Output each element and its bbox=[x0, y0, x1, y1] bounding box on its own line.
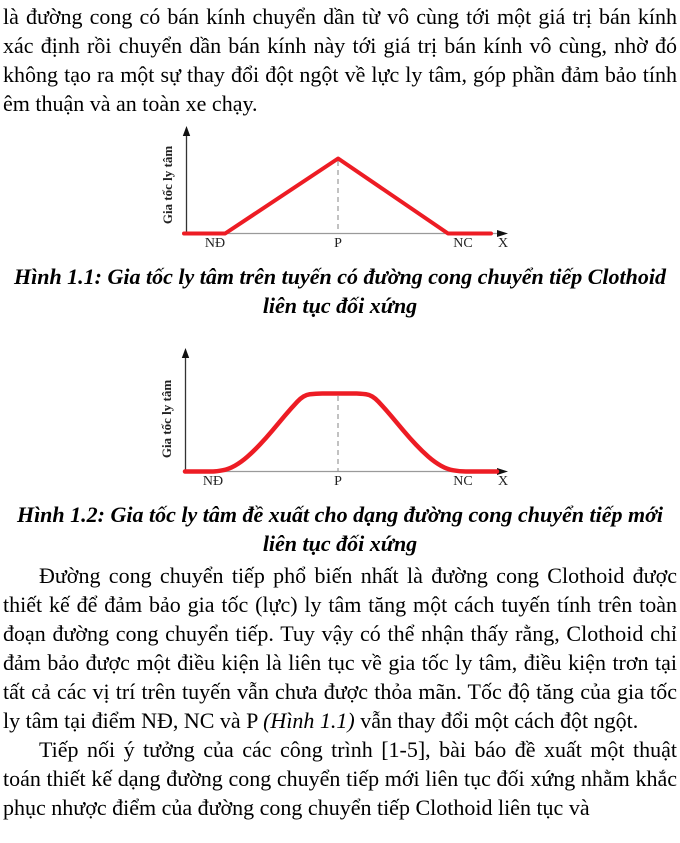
figure-1-tick-p: P bbox=[334, 236, 342, 248]
figure-2 bbox=[0, 344, 680, 494]
figure-1-y-axis-label: Gia tốc ly tâm bbox=[160, 145, 175, 225]
figure-1-chart bbox=[0, 125, 680, 248]
paragraph-text: vẫn thay đổi một cách đột ngột. bbox=[354, 708, 639, 733]
figure-1 bbox=[0, 125, 680, 253]
paragraph-continuation: là đường cong có bán kính chuyển dần từ vô cùng tới một giá trị bán kính xác định rồi chuyển dần bán kính này tới giá trị bán kính vô cùng, nhờ đó không tạo ra một sự thay đổi đột ngột về lực ly tâm, góp phần đảm bảo tính êm thuận và an toàn xe chạy. bbox=[3, 4, 677, 116]
figure-1-tick-nc: NC bbox=[453, 236, 473, 248]
figure-reference: (Hình 1.1) bbox=[263, 708, 355, 733]
paragraph-clothoid-limitation bbox=[0, 561, 680, 735]
figure-1-x-axis-label: X bbox=[497, 236, 509, 248]
paragraph-proposal: Tiếp nối ý tưởng của các công trình [1-5], bài báo đề xuất một thuật toán thiết kế dạng đường cong chuyển tiếp mới liên tục đối xứng nhằm khắc phục nhược điểm của đường cong chuyển tiếp Clothoid liên tục và bbox=[3, 737, 677, 820]
figure-2-tick-nc: NC bbox=[453, 474, 473, 489]
figure-2-curve bbox=[185, 394, 497, 472]
figure-2-x-axis-label: X bbox=[497, 474, 509, 489]
figure-2-y-axis-label: Gia tốc ly tâm bbox=[159, 379, 174, 459]
y-axis-arrow-up-icon bbox=[182, 348, 189, 358]
figure-1-tick-nd: NĐ bbox=[204, 236, 226, 248]
figure-2-chart bbox=[0, 344, 680, 489]
figure-2-caption: Hình 1.2: Gia tốc ly tâm đề xuất cho dạng đường cong chuyển tiếp mới liên tục đối xứng bbox=[16, 502, 664, 556]
figure-1-curve bbox=[184, 159, 491, 234]
figure-2-tick-p: P bbox=[334, 474, 342, 489]
figure-1-caption: Hình 1.1: Gia tốc ly tâm trên tuyến có đường cong chuyển tiếp Clothoid liên tục đối xứng bbox=[13, 264, 666, 318]
figure-2-tick-nd: NĐ bbox=[202, 474, 224, 489]
y-axis-arrow-up-icon bbox=[183, 126, 190, 136]
paragraph-text: Đường cong chuyển tiếp phổ biến nhất là đường cong Clothoid được thiết kế để đảm bảo gia tốc (lực) ly tâm tăng một cách tuyến tính trên toàn đoạn đường cong chuyển tiếp. Tuy vậy có thể nhận thấy rằng, Clothoid chỉ đảm bảo được một điều kiện là liên tục về gia tốc ly tâm, điều kiện trơn tại tất cả các vị trí trên tuyến vẫn chưa được thỏa mãn. Tốc độ tăng của gia tốc ly tâm tại điểm NĐ, NC và P bbox=[3, 563, 677, 733]
